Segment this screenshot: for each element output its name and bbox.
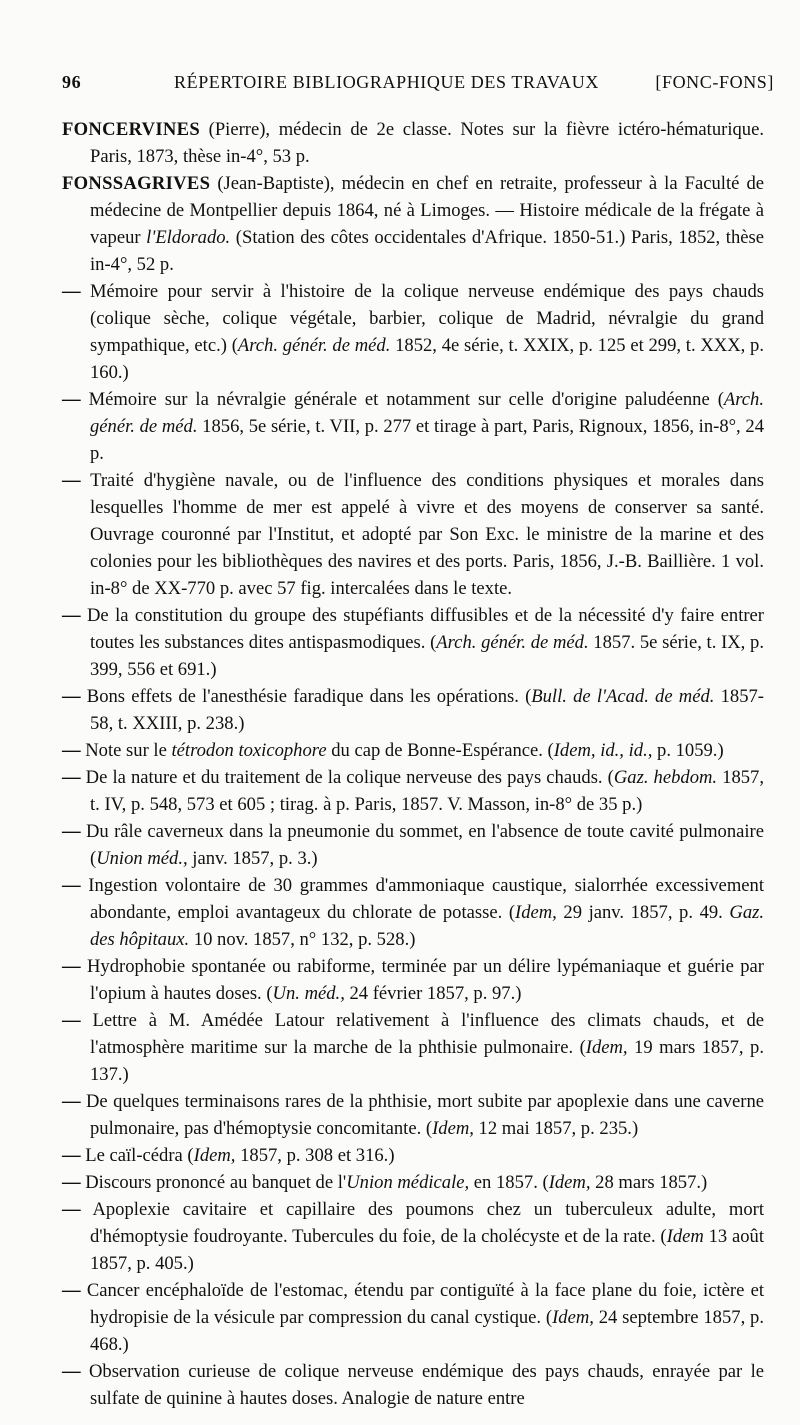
entry-text: (Jean-Baptiste), médecin en chef en retraite, professeur à la Faculté de médecine de Montpellier depuis 1864, né à Limoges. — Histoire médicale de la frégate à vapeur: [90, 173, 764, 248]
entry-text: De la nature et du traitement de la colique nerveuse des pays chauds. (: [80, 767, 614, 788]
entry-text: Le caïl-cédra (: [80, 1145, 194, 1166]
entry-italic: Gaz. hebdom.: [613, 767, 718, 788]
entry-14: [62, 1142, 764, 1169]
entry-tail: janv. 1857, p. 3.): [187, 848, 318, 869]
entry-italic: Idem,: [585, 1037, 628, 1058]
running-header: [62, 72, 774, 98]
entry-tail: 1852, 4e série, t. XXIX, p. 125 et 299, t. XXX, p. 160.): [90, 335, 764, 383]
entry-4: [62, 467, 764, 602]
entry-tail-2: p. 1059.): [652, 740, 724, 761]
entry-italic-2: Gaz. des hôpitaux.: [90, 902, 764, 950]
entry-range: [FONC-FONS]: [655, 72, 774, 92]
entry-dash: —: [62, 1010, 81, 1031]
entry-text: De la constitution du groupe des stupéfiants diffusibles et de la nécessité d'y faire entrer toutes les substances dites antispasmodiques. (: [80, 605, 764, 653]
entry-18: [62, 1358, 764, 1412]
entry-fonssagrives: [62, 170, 764, 278]
entry-12: [62, 1007, 764, 1088]
entry-italic-2: Idem,: [548, 1172, 591, 1193]
entry-tail: 12 mai 1857, p. 235.): [473, 1118, 639, 1139]
entry-dash: —: [62, 740, 81, 761]
entry-tail-2: 10 nov. 1857, n° 132, p. 528.): [189, 929, 416, 950]
entry-italic: Idem,: [193, 1145, 236, 1166]
entry-tail: 1857, p. 308 et 316.): [235, 1145, 395, 1166]
entry-italic: Un. méd.,: [272, 983, 345, 1004]
entry-9: [62, 818, 764, 872]
entry-dash: —: [62, 686, 81, 707]
entry-tail: en 1857. (: [469, 1172, 549, 1193]
entry-text: Mémoire sur la névralgie générale et notamment sur celle d'origine paludéenne (: [80, 389, 724, 410]
entry-tail: 24 septembre 1857, p. 468.): [90, 1307, 764, 1355]
entry-text: De quelques terminaisons rares de la phthisie, mort subite par apoplexie dans une caverne pulmonaire, pas d'hémoptysie concomitante. (: [80, 1091, 764, 1139]
entry-17: [62, 1277, 764, 1358]
entry-tail: 24 février 1857, p. 97.): [344, 983, 522, 1004]
entry-dash: —: [62, 956, 81, 977]
entry-italic: Union médicale,: [346, 1172, 470, 1193]
entry-italic: Arch. génér. de méd.: [90, 389, 764, 437]
entry-italic: Union méd.,: [96, 848, 188, 869]
bibliography-entries: [62, 116, 764, 1412]
entry-3: [62, 386, 764, 467]
entry-2: [62, 278, 764, 386]
entry-italic: Idem,: [432, 1118, 474, 1139]
entry-dash: —: [62, 875, 81, 896]
entry-text: Cancer encéphaloïde de l'estomac, étendu par contiguïté à la face plane du foie, ictère et hydropisie de la vésicule par compression du canal cystique. (: [80, 1280, 764, 1328]
entry-tail: 1857, t. IV, p. 548, 573 et 605 ; tirag. à p. Paris, 1857. V. Masson, in-8° de 35 p.): [90, 767, 764, 815]
entry-dash: —: [62, 767, 81, 788]
entry-dash: —: [62, 1280, 81, 1301]
entry-dash: —: [62, 1172, 81, 1193]
entry-italic: Idem,: [515, 902, 557, 923]
entry-text: Bons effets de l'anesthésie faradique dans les opérations. (: [80, 686, 532, 707]
entry-tail: 29 janv. 1857, p. 49.: [556, 902, 730, 923]
entry-italic: Bull. de l'Acad. de méd.: [531, 686, 715, 707]
entry-tail: (Station des côtes occidentales d'Afrique. 1850-51.) Paris, 1852, thèse in-4°, 52 p.: [90, 227, 764, 275]
entry-text: Lettre à M. Amédée Latour relativement à l'influence des climats chauds, et de l'atmosphère maritime sur la marche de la phthisie pulmonaire. (: [80, 1010, 764, 1058]
entry-dash: —: [62, 1145, 81, 1166]
entry-dash: —: [62, 1199, 81, 1220]
entry-dash: —: [62, 1361, 81, 1382]
entry-13: [62, 1088, 764, 1142]
author-name: FONCERVINES: [62, 119, 200, 140]
entry-text: Du râle caverneux dans la pneumonie du sommet, en l'absence de toute cavité pulmonaire (: [80, 821, 764, 869]
page-number: 96: [62, 72, 82, 92]
entry-text: (Pierre), médecin de 2e classe. Notes sur la fièvre ictéro-hématurique. Paris, 1873, thèse in-4°, 53 p.: [90, 119, 764, 167]
entry-tail: 1857-58, t. XXIII, p. 238.): [90, 686, 764, 734]
entry-tail: 1857. 5e série, t. IX, p. 399, 556 et 691.): [90, 632, 764, 680]
entry-6: [62, 683, 764, 737]
author-name: FONSSAGRIVES: [62, 173, 211, 194]
entry-11: [62, 953, 764, 1007]
entry-16: [62, 1196, 764, 1277]
entry-tail: 1856, 5e série, t. VII, p. 277 et tirage à part, Paris, Rignoux, 1856, in-8°, 24 p.: [90, 416, 764, 464]
entry-italic: Arch. génér. de méd.: [436, 632, 589, 653]
entry-tail: 19 mars 1857, p. 137.): [90, 1037, 764, 1085]
entry-italic: Idem,: [552, 1307, 594, 1328]
entry-text: Note sur le: [80, 740, 172, 761]
entry-foncervines: [62, 116, 764, 170]
entry-tail: 13 août 1857, p. 405.): [90, 1226, 764, 1274]
entry-dash: —: [62, 281, 81, 302]
entry-text: Traité d'hygiène navale, ou de l'influence des conditions physiques et morales dans lesquelles l'homme de mer est appelé à vivre et des moyens de conserver sa santé. Ouvrage couronné par l'Institut, et adopté par Son Exc. le ministre de la marine et des colonies pour les bibliothèques des navires et des ports. Paris, 1856, J.-B. Baillière. 1 vol. in-8° de XX-770 p. avec 57 fig. intercalées dans le texte.: [80, 470, 764, 599]
entry-tail: du cap de Bonne-Espérance. (: [326, 740, 554, 761]
entry-italic: Idem: [666, 1226, 704, 1247]
entry-text: Mémoire pour servir à l'histoire de la colique nerveuse endémique des pays chauds (colique sèche, colique végétale, barbier, colique de Madrid, névralgie du grand sympathique, etc.) (: [80, 281, 764, 356]
entry-15: [62, 1169, 764, 1196]
entry-10: [62, 872, 764, 953]
entry-8: [62, 764, 764, 818]
entry-dash: —: [62, 821, 81, 842]
entry-dash: —: [62, 470, 81, 491]
entry-text: Apoplexie cavitaire et capillaire des poumons chez un tuberculeux adulte, mort d'hémoptysie foudroyante. Tubercules du foie, de la cholécyste et de la rate. (: [80, 1199, 764, 1247]
entry-dash: —: [62, 605, 81, 626]
entry-5: [62, 602, 764, 683]
entry-text: Ingestion volontaire de 30 grammes d'ammoniaque caustique, sialorrhée excessivement abondante, emploi avantageux du chlorate de potasse. (: [80, 875, 764, 923]
entry-text: Hydrophobie spontanée ou rabiforme, terminée par un délire lypémaniaque et guérie par l'opium à hautes doses. (: [80, 956, 764, 1004]
entry-tail-2: 28 mars 1857.): [590, 1172, 708, 1193]
entry-7: [62, 737, 764, 764]
entry-dash: —: [62, 389, 81, 410]
entry-italic-2: Idem, id., id.,: [553, 740, 653, 761]
entry-italic: Arch. génér. de méd.: [237, 335, 391, 356]
entry-dash: —: [62, 1091, 81, 1112]
entry-italic: tétrodon toxicophore: [171, 740, 327, 761]
entry-italic: l'Eldorado.: [146, 227, 231, 248]
entry-text: Observation curieuse de colique nerveuse endémique des pays chauds, enrayée par le sulfate de quinine à hautes doses. Analogie de nature entre: [80, 1361, 764, 1409]
running-title: RÉPERTOIRE BIBLIOGRAPHIQUE DES TRAVAUX: [174, 72, 599, 92]
entry-text: Discours prononcé au banquet de l': [80, 1172, 347, 1193]
